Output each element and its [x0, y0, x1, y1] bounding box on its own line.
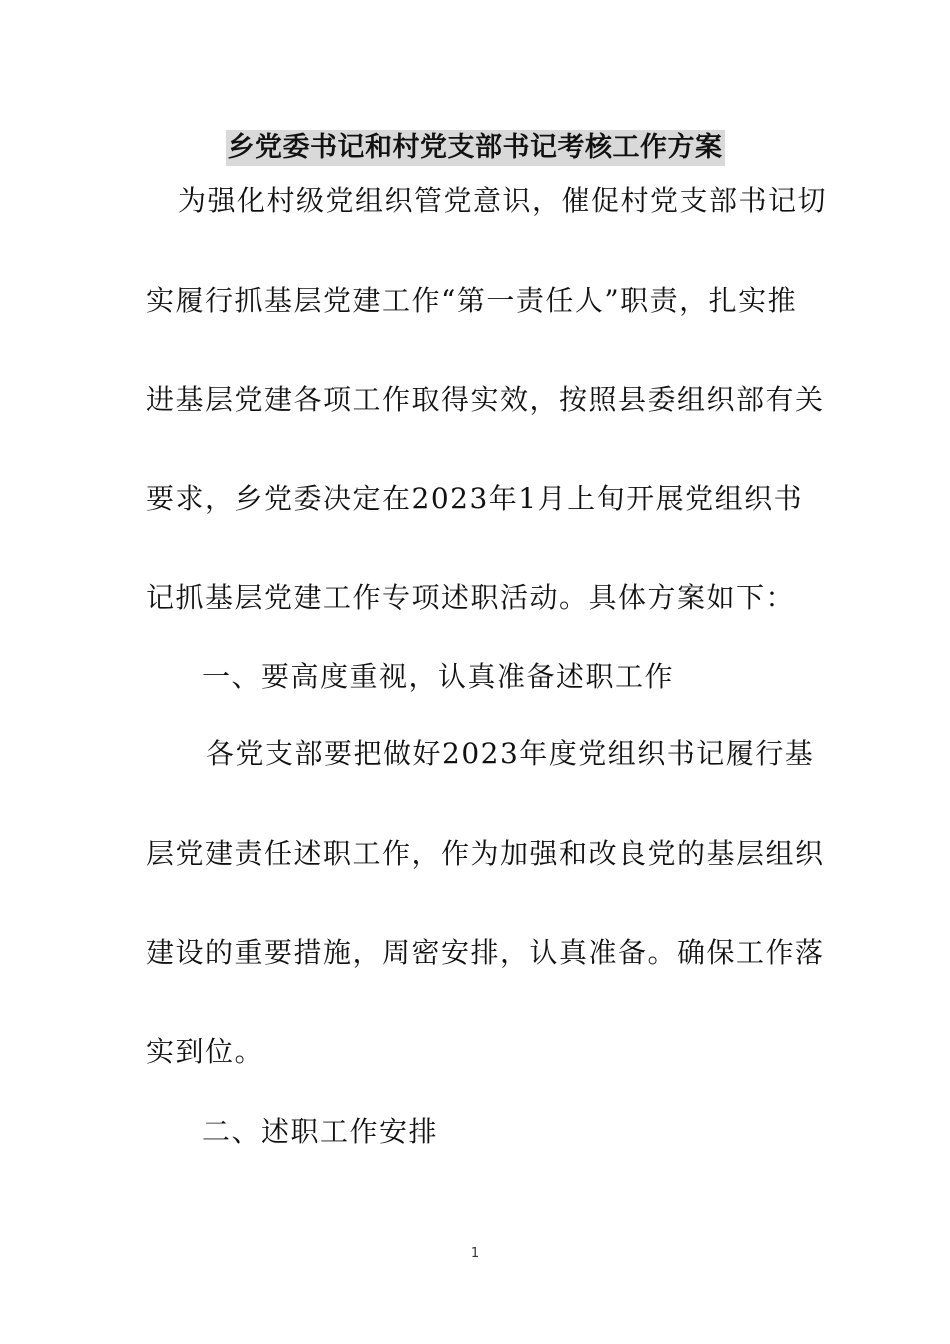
paragraph2-line1: 各党支部要把做好2023年度党组织书记履行基: [206, 737, 815, 770]
section-heading-1: 一、要高度重视，认真准备述职工作: [202, 660, 675, 693]
document-title: 乡党委书记和村党支部书记考核工作方案: [226, 130, 725, 166]
paragraph2-line2: 层党建责任述职工作，作为加强和改良党的基层组织: [146, 837, 825, 870]
paragraph1-line4: 要求，乡党委决定在2023年1月上旬开展党组织书: [146, 482, 804, 515]
section-heading-2: 二、述职工作安排: [202, 1115, 439, 1148]
paragraph1-line1: 为强化村级党组织管党意识，催促村党支部书记切: [178, 184, 828, 217]
paragraph1-line2: 实履行抓基层党建工作“第一责任人”职责，扎实推: [146, 284, 798, 317]
paragraph1-line3: 进基层党建各项工作取得实效，按照县委组织部有关: [146, 383, 825, 416]
paragraph1-line5: 记抓基层党建工作专项述职活动。具体方案如下：: [146, 581, 796, 614]
page-number: 1: [470, 1246, 480, 1261]
paragraph2-line3: 建设的重要措施，周密安排，认真准备。确保工作落: [146, 936, 825, 969]
paragraph2-line4: 实到位。: [146, 1035, 265, 1068]
title-container: [0, 130, 950, 166]
